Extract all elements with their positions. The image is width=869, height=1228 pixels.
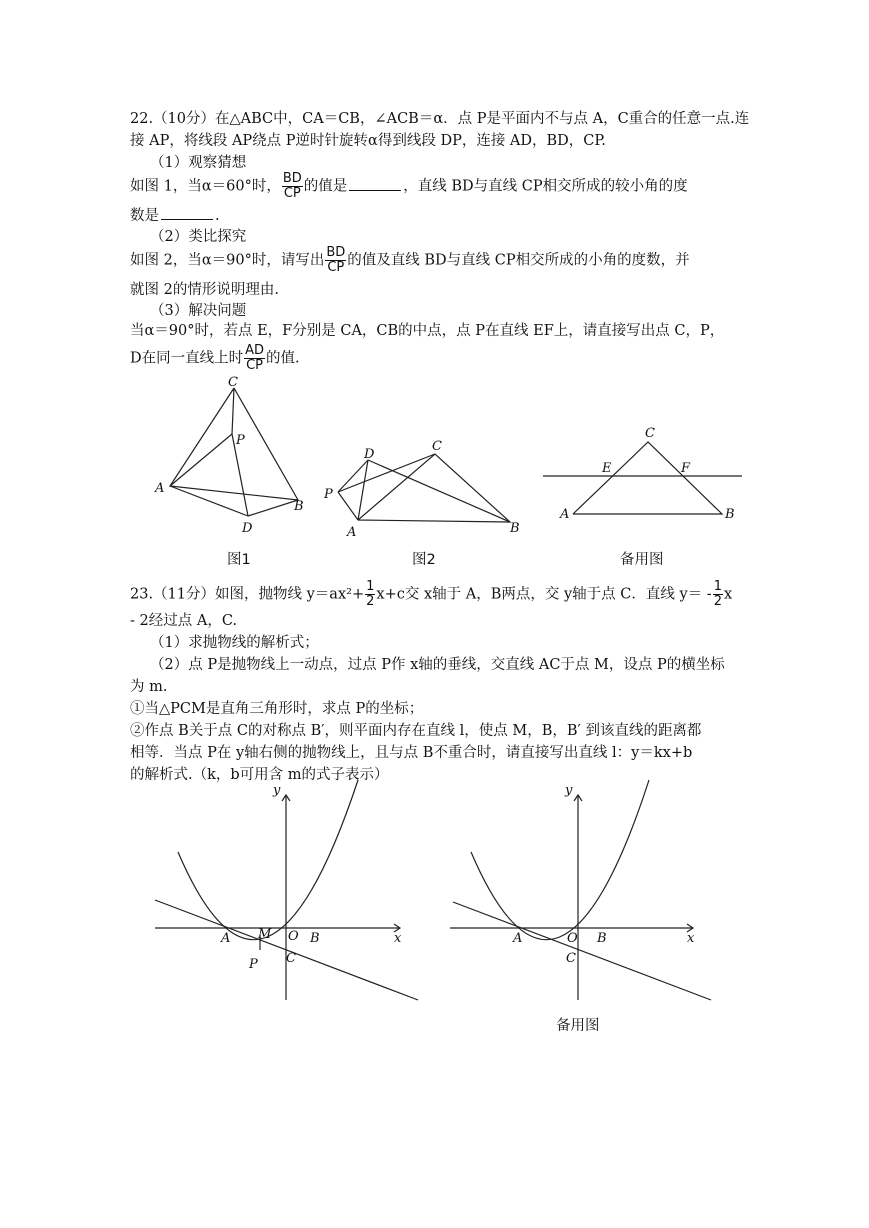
q22-part3-title: （3）解决问题 <box>150 303 247 319</box>
q23-part2-b: 为 m. <box>130 679 168 695</box>
q23-part4-a: ②作点 B关于点 C的对称点 B′，则平面内存在直线 l，使点 M，B，B′ 到该直线的距离都 <box>130 723 702 739</box>
label-f: F <box>681 461 691 476</box>
label-c-3: C <box>645 426 655 441</box>
q22-part2-line2: 就图 2的情形说明理由. <box>130 282 279 298</box>
label-m: M <box>258 927 272 942</box>
q23-part3: ①当△PCM是直角三角形时，求点 P的坐标； <box>130 701 424 717</box>
caption-figure-2: 图2 <box>412 552 436 568</box>
segment-db-2 <box>368 460 510 522</box>
label-b: B <box>294 499 304 514</box>
fraction-ad-cp: $\frac{AD}{CP}$ <box>245 343 265 373</box>
label-p: P <box>236 433 245 448</box>
label-a-5: A <box>513 931 523 946</box>
segment-cp <box>232 388 234 434</box>
answer-blank-2 <box>161 205 213 220</box>
q23-heading: 23.（11分）如图，抛物线 y＝ax²+ $\frac{1}{2}$ x+c交 x轴于 A，B两点，交 y轴于点 C．直线 y＝ - $\frac{1}{2}$ x <box>130 579 733 609</box>
label-y-2: y <box>565 783 573 798</box>
q23-part1: （1）求抛物线的解析式； <box>150 635 319 651</box>
label-a-4: A <box>221 931 231 946</box>
label-e: E <box>602 461 612 476</box>
q22-part2-line: 如图 2，当α＝90°时，请写出 $\frac{BD}{CP}$ 的值及直线 BD与直线 CP相交所成的小角的度数，并 <box>130 245 690 275</box>
caption-figure-1: 图1 <box>227 552 251 568</box>
parabola-figure-1 <box>150 783 420 1010</box>
q22-heading: 22.（10分）在△ABC中，CA＝CB，∠ACB＝α．点 P是平面内不与点 A，C重合的任意一点.连 <box>130 111 750 127</box>
fraction-half-2: $\frac{1}{2}$ <box>713 579 722 609</box>
q22-part2-title: （2）类比探究 <box>150 229 247 245</box>
q22-part1-line2: 数是 . <box>130 205 750 227</box>
q22-line2: 接 AP，将线段 AP绕点 P逆时针旋转α得到线段 DP，连接 AD，BD，CP. <box>130 133 606 149</box>
q22-part1-title: （1）观察猜想 <box>150 155 247 171</box>
segment-pa-2 <box>338 492 358 520</box>
label-b-5: B <box>597 931 607 946</box>
label-x-2: x <box>687 931 695 946</box>
label-d: D <box>242 521 253 536</box>
answer-blank-1 <box>349 176 401 191</box>
label-a-3: A <box>560 507 570 522</box>
label-c-2: C <box>432 439 442 454</box>
q22-part1-line: 如图 1，当α＝60°时， $\frac{BD}{CP}$ 的值是 ，直线 BD与直线 CP相交所成的较小角的度 <box>130 171 688 201</box>
figure-backup-22 <box>540 420 750 530</box>
label-x: x <box>394 931 402 946</box>
label-p-4: P <box>249 957 258 972</box>
label-a: A <box>155 481 165 496</box>
q22-part3-line: 当α＝90°时，若点 E，F分别是 CA，CB的中点，点 P在直线 EF上，请直接写出点 C，P， <box>130 323 725 339</box>
label-b-4: B <box>310 931 320 946</box>
caption-backup-22: 备用图 <box>620 552 664 568</box>
label-y: y <box>273 783 281 798</box>
label-c: C <box>228 375 238 390</box>
parabola-curve-2 <box>471 780 649 940</box>
label-a-2: A <box>347 525 357 540</box>
label-c-5: C <box>566 951 576 966</box>
q22-part3-line2: D在同一直线上时 $\frac{AD}{CP}$ 的值. <box>130 343 300 373</box>
segment-ap <box>170 434 232 486</box>
figure-2 <box>320 432 530 542</box>
label-c-4: C <box>286 951 296 966</box>
q23-part4-b: 相等．当点 P在 y轴右侧的抛物线上，且与点 B不重合时，请直接写出直线 l：y＝kx+b <box>130 745 693 761</box>
label-b-2: B <box>510 521 520 536</box>
line-ac-2 <box>453 902 711 1000</box>
figure-1 <box>150 375 320 543</box>
caption-backup-23: 备用图 <box>556 1018 600 1034</box>
q23-line2: - 2经过点 A，C. <box>130 613 238 629</box>
segment-pc-2 <box>338 454 435 492</box>
q23-part2-a: （2）点 P是抛物线上一动点，过点 P作 x轴的垂线，交直线 AC于点 M，设点 P的横坐标 <box>150 657 725 673</box>
fraction-half-1: $\frac{1}{2}$ <box>366 579 375 609</box>
label-o: O <box>288 929 299 944</box>
segment-bd <box>248 500 298 516</box>
parabola-curve <box>178 780 358 940</box>
triangle-abc-3 <box>573 442 722 514</box>
q23-part4-c: 的解析式.（k，b可用含 m的式子表示） <box>130 767 389 783</box>
fraction-bd-cp: $\frac{BD}{CP}$ <box>282 171 302 201</box>
parabola-figure-backup <box>445 783 715 1010</box>
label-p-2: P <box>324 487 333 502</box>
label-d-2: D <box>364 447 375 462</box>
label-o-2: O <box>567 931 578 946</box>
label-b-3: B <box>725 507 735 522</box>
fraction-bd-cp-2: $\frac{BD}{CP}$ <box>326 245 346 275</box>
